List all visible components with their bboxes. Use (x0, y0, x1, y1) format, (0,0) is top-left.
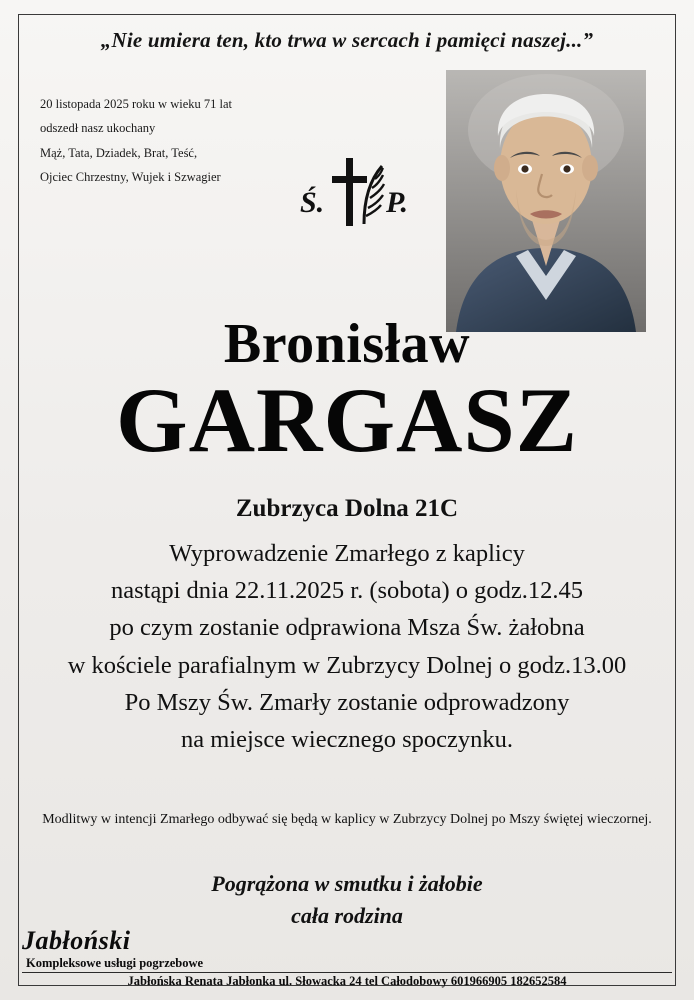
footer-divider (22, 972, 672, 973)
cross-with-palm-icon (324, 154, 390, 232)
sp-right-letter: P. (386, 186, 408, 219)
intro-line-2: odszedł nasz ukochany (40, 121, 156, 136)
ceremony-line-2: nastąpi dnia 22.11.2025 r. (sobota) o godz.12.45 (110, 577, 583, 605)
ceremony-line-3: po czym zostanie odprawiona Msza Św. żałobna (109, 614, 585, 642)
funeral-home-tagline: Kompleksowe usługi pogrzebowe (26, 956, 204, 970)
memorial-quote: „Nie umiera ten, kto trwa w sercach i pamięci naszej...” (100, 28, 594, 52)
ceremony-line-1: Wyprowadzenie Zmarłego z kaplicy (169, 540, 525, 567)
deceased-last-name: GARGASZ (116, 369, 578, 471)
mourning-line-2: cała rodzina (291, 902, 403, 928)
footer (0, 926, 694, 996)
intro-line-1: 20 listopada 2025 roku w wieku 71 lat (40, 97, 232, 111)
mourning-line-1: Pogrążona w smutku i żałobie (211, 871, 483, 896)
deceased-first-name: Bronisław (223, 313, 471, 375)
sp-symbol (300, 158, 420, 238)
intro-text (40, 92, 290, 190)
prayer-note: Modlitwy w intencji Zmarłego odbywać się będą w kaplicy w Zubrzycy Dolnej po Mszy świętej wieczornej. (42, 812, 652, 827)
ceremony-details (0, 535, 694, 758)
portrait-photo (446, 70, 646, 332)
intro-line-3: Mąż, Tata, Dziadek, Brat, Teść, (40, 145, 198, 160)
intro-line-4: Ojciec Chrzestny, Wujek i Szwagier (40, 170, 221, 185)
deceased-address: Zubrzyca Dolna 21C (235, 495, 459, 522)
ceremony-line-4: w kościele parafialnym w Zubrzycy Dolnej o godz.13.00 (67, 651, 627, 679)
funeral-home-logo: Jabłoński (22, 926, 131, 955)
ceremony-line-5: Po Mszy Św. Zmarły zostanie odprowadzony (124, 688, 570, 716)
mourning-family (0, 868, 694, 932)
sp-left-letter: Ś. (300, 186, 325, 219)
funeral-home-contact: Jabłońska Renata Jabłonka ul. Słowacka 24 tel Całodobowy 601966905 182652584 (127, 974, 567, 988)
ceremony-line-6: na miejsce wiecznego spoczynku. (181, 726, 513, 754)
